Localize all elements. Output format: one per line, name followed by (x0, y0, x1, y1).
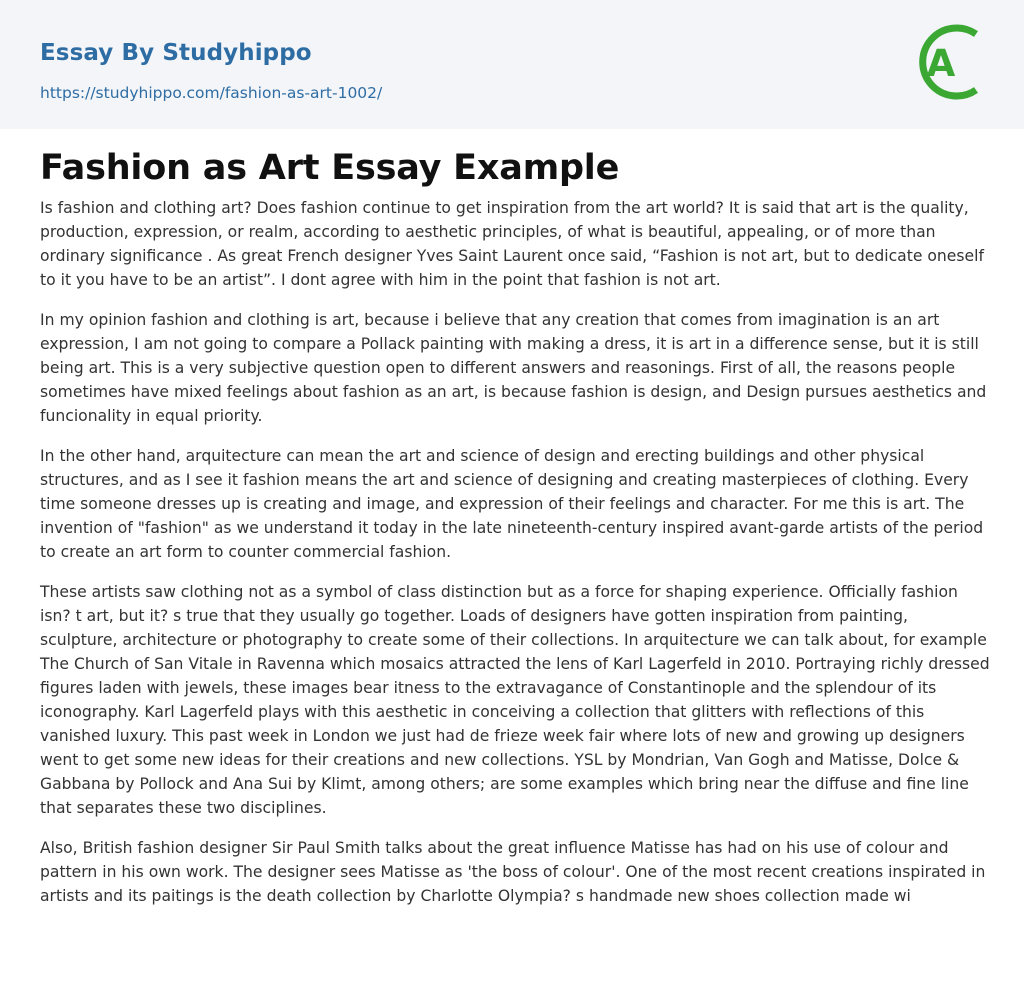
site-header (0, 0, 1024, 129)
article (40, 140, 990, 924)
paragraph: Is fashion and clothing art? Does fashion continue to get inspiration from the art world? It is said that art is the quality, production, expression, or realm, according to aesthetic principles, of what is beautiful, appealing, or of more than ordinary significance . As great French designer Yves Saint Laurent once said, “Fashion is not art, but to dedicate oneself to it you have to be an artist”. I dont agree with him in the point that fashion is not art. (40, 199, 984, 289)
paragraph: In the other hand, arquitecture can mean the art and science of design and erecting buildings and other physical structures, and as I see it fashion means the art and science of designing and creating masterpieces of clothing. Every time someone dresses up is creating and image, and expression of their feelings and character. For me this is art. The invention of "fashion" as we understand it today in the late nineteenth-century inspired avant-garde artists of the period to create an art form to counter commercial fashion. (40, 447, 984, 561)
article-body (40, 196, 990, 908)
paragraph: Also, British fashion designer Sir Paul Smith talks about the great influence Matisse has had on his use of colour and pattern in his own work. The designer sees Matisse as 'the boss of colour'. One of the most recent creations inspirated in artists and its paitings is the death collection by Charlotte Olympia? s handmade new shoes collection made wi (40, 839, 986, 905)
page-title: Fashion as Art Essay Example (40, 148, 620, 188)
paragraph: These artists saw clothing not as a symbol of class distinction but as a force for shaping experience. Officially fashion isn? t art, but it? s true that they usually go together. Loads of designers have gotten inspiration from painting, sculpture, architecture or photography to create some of their collections. In arquitecture we can talk about, for example The Church of San Vitale in Ravenna which mosaics attracted the lens of Karl Lagerfeld in 2010. Portraying richly dressed figures laden with jewels, these images bear itness to the extravagance of Constantinople and the splendour of its iconography. Karl Lagerfeld plays with this aesthetic in conceiving a collection that glitters with reflections of this vanished luxury. This past week in London we just had de frieze week fair where lots of new and growing up designers went to get some new ideas for their creations and new collections. YSL by Mondrian, Van Gogh and Matisse, Dolce & Gabbana by Pollock and Ana Sui by Klimt, among others; are some examples which bring near the diffuse and fine line that separates these two disciplines. (40, 583, 990, 817)
studyhippo-logo-icon[interactable] (910, 18, 988, 106)
logo-letter: A (926, 42, 956, 85)
essay-url-link[interactable]: https://studyhippo.com/fashion-as-art-1002/ (40, 84, 383, 102)
site-title[interactable]: Essay By Studyhippo (40, 40, 312, 66)
paragraph: In my opinion fashion and clothing is art, because i believe that any creation that comes from imagination is an art expression, I am not going to compare a Pollack painting with making a dress, it is art in a difference sense, but it is still being art. This is a very subjective question open to different answers and reasonings. First of all, the reasons people sometimes have mixed feelings about fashion as an art, is because fashion is design, and Design pursues aesthetics and funcionality in equal priority. (40, 311, 987, 425)
